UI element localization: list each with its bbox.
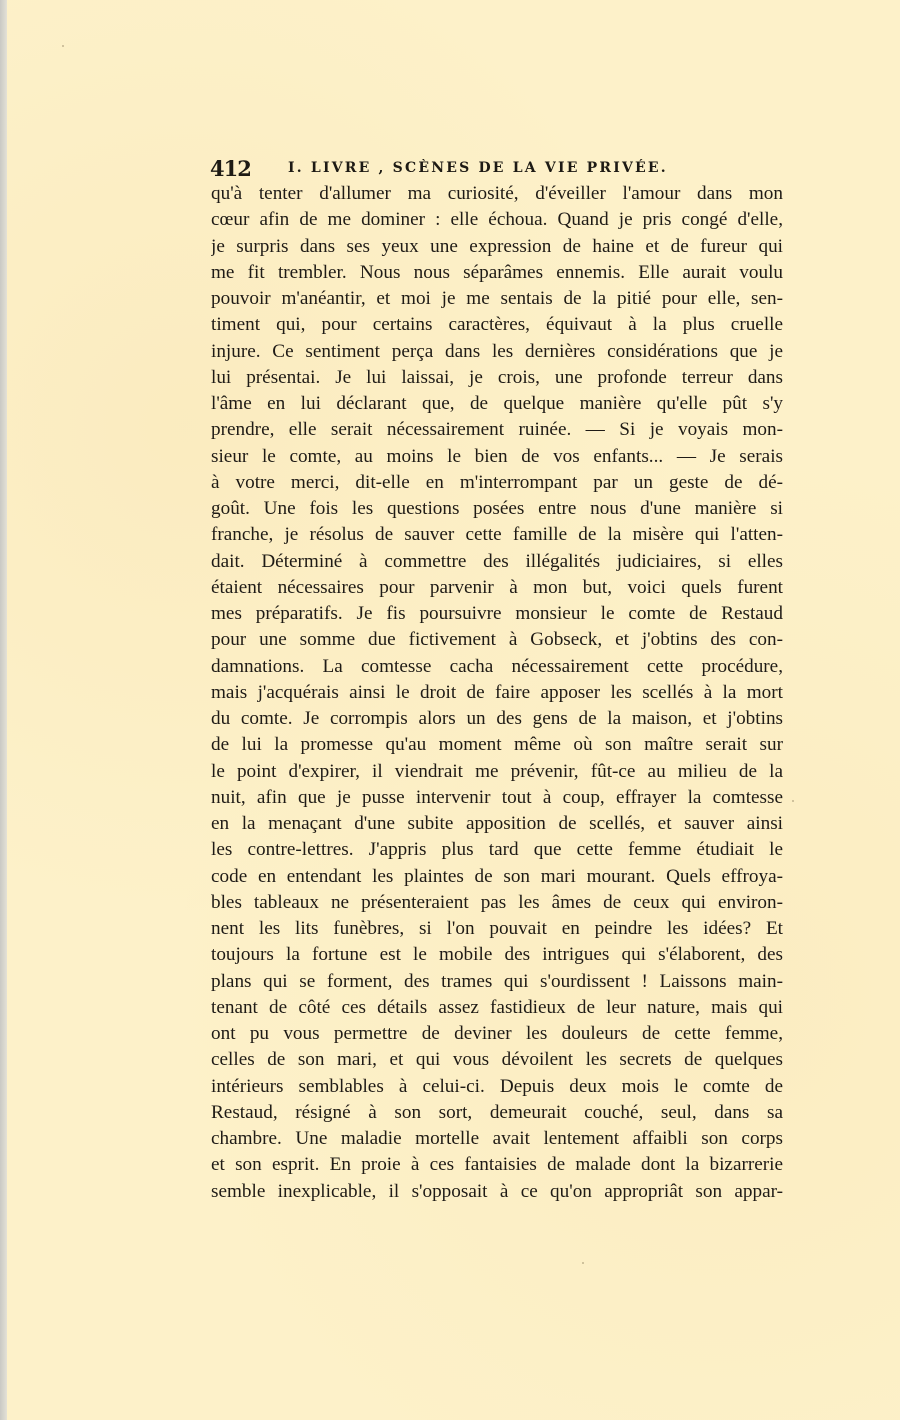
text-line: semble inexplicable, il s'opposait à ce qu'on appropriât son appar- [211, 1180, 783, 1202]
text-line: pour une somme due fictivement à Gobseck, et j'obtins des con- [211, 629, 783, 651]
text-line: l'âme en lui déclarant que, de quelque manière qu'elle pût s'y [211, 393, 783, 414]
text-line: ont pu vous permettre de deviner les douleurs de cette femme, [211, 1023, 783, 1044]
text-line: et son esprit. En proie à ces fantaisies de malade dont la bizarrerie [211, 1154, 783, 1176]
text-line: intérieurs semblables à celui-ci. Depuis deux mois le comte de [211, 1075, 783, 1097]
text-line: nent les lits funèbres, si l'on pouvait en peindre les idées? Et [211, 918, 783, 939]
page-number: 412 [210, 156, 251, 181]
text-line: étaient nécessaires pour parvenir à mon but, voici quels furent [211, 576, 783, 598]
text-line: mes préparatifs. Je fis poursuivre monsieur le comte de Restaud [211, 603, 783, 624]
text-line: chambre. Une maladie mortelle avait lentement affaibli son corps [211, 1128, 783, 1149]
text-line: cœur afin de me dominer : elle échoua. Quand je pris congé d'elle, [211, 209, 783, 231]
running-head: I. LIVRE , SCÈNES DE LA VIE PRIVÉE. [288, 160, 668, 176]
text-line: celles de son mari, et qui vous dévoilent les secrets de quelques [211, 1049, 783, 1071]
text-line: me fit trembler. Nous nous séparâmes ennemis. Elle aurait voulu [211, 261, 783, 283]
text-line: Restaud, résigné à son sort, demeurait couché, seul, dans sa [211, 1101, 783, 1123]
text-line: goût. Une fois les questions posées entre nous d'une manière si [211, 498, 783, 519]
body-text [211, 181, 783, 1205]
text-line: timent qui, pour certains caractères, équivaut à la plus cruelle [211, 314, 783, 336]
text-line: code en entendant les plaintes de son mari mourant. Quels effroya- [211, 865, 783, 887]
text-line: de lui la promesse qu'au moment même où son maître serait sur [211, 734, 783, 756]
paper-speck [792, 800, 794, 802]
text-line: sieur le comte, au moins le bien de vos enfants... — Je serais [211, 445, 783, 467]
text-line: je surpris dans ses yeux une expression de haine et de fureur qui [211, 235, 783, 257]
text-line: le point d'expirer, il viendrait me prévenir, fût-ce au milieu de la [211, 760, 783, 782]
text-line: franche, je résolus de sauver cette famille de la misère qui l'atten- [211, 524, 783, 546]
text-line: les contre-lettres. J'appris plus tard que cette femme étudiait le [211, 839, 783, 861]
text-line: qu'à tenter d'allumer ma curiosité, d'éveiller l'amour dans mon [211, 183, 783, 204]
paper-speck [62, 45, 64, 47]
text-line: à votre merci, dit-elle en m'interrompant par un geste de dé- [211, 471, 783, 493]
text-line: en la menaçant d'une subite apposition de scellés, et sauver ainsi [211, 813, 783, 834]
paper-speck [582, 1262, 584, 1264]
page-header [210, 156, 782, 180]
text-line: nuit, afin que je pusse intervenir tout à coup, effrayer la comtesse [211, 786, 783, 808]
text-line: bles tableaux ne présenteraient pas les âmes de ceux qui environ- [211, 891, 783, 913]
text-line: prendre, elle serait nécessairement ruinée. — Si je voyais mon- [211, 419, 783, 441]
text-line: mais j'acquérais ainsi le droit de faire apposer les scellés à la mort [211, 681, 783, 703]
text-line: du comte. Je corrompis alors un des gens de la maison, et j'obtins [211, 708, 783, 729]
text-line: injure. Ce sentiment perça dans les dernières considérations que je [211, 340, 783, 362]
text-line: damnations. La comtesse cacha nécessairement cette procédure, [211, 655, 783, 677]
text-line: lui présentai. Je lui laissai, je crois, une profonde terreur dans [211, 366, 783, 388]
text-line: plans qui se forment, des trames qui s'ourdissent ! Laissons main- [211, 970, 783, 992]
text-line: pouvoir m'anéantir, et moi je me sentais de la pitié pour elle, sen- [211, 288, 783, 309]
text-line: tenant de côté ces détails assez fastidieux de leur nature, mais qui [211, 996, 783, 1018]
text-line: dait. Déterminé à commettre des illégalités judiciaires, si elles [211, 550, 783, 572]
text-line: toujours la fortune est le mobile des intrigues qui s'élaborent, des [211, 944, 783, 966]
scan-edge [0, 0, 7, 1420]
